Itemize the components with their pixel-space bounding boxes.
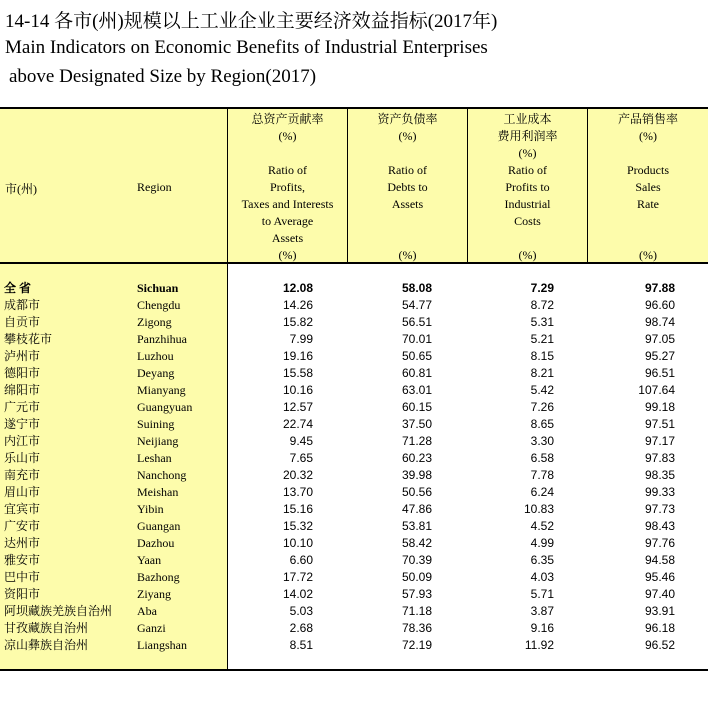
table-row — [0, 467, 708, 484]
table-row — [0, 297, 708, 314]
region-name-en: Zigong — [137, 315, 172, 329]
indicator-value: 7.26 — [530, 400, 554, 414]
header-col-debt-ratio: 资产负债率 (%) Ratio of Debts to Assets (%) — [377, 112, 438, 262]
table-row — [0, 450, 708, 467]
region-name-cn: 攀枝花市 — [4, 332, 53, 346]
indicator-value: 97.05 — [644, 332, 675, 346]
region-name-cn: 遂宁市 — [4, 417, 41, 431]
indicator-value: 78.36 — [401, 621, 432, 635]
indicator-value: 107.64 — [638, 383, 675, 397]
indicator-value: 3.30 — [530, 434, 554, 448]
indicator-value: 5.03 — [289, 604, 313, 618]
table-row — [0, 382, 708, 399]
header-region-cn: 市(州) — [5, 182, 37, 196]
indicator-value: 47.86 — [401, 502, 432, 516]
table-row — [0, 501, 708, 518]
indicator-value: 58.08 — [401, 281, 432, 295]
region-name-cn: 资阳市 — [4, 587, 41, 601]
indicator-value: 20.32 — [282, 468, 313, 482]
indicator-value: 12.08 — [282, 281, 313, 295]
indicator-value: 10.83 — [523, 502, 554, 516]
indicator-value: 8.51 — [289, 638, 313, 652]
region-name-cn: 甘孜藏族自治州 — [4, 621, 89, 635]
indicator-value: 7.99 — [289, 332, 313, 346]
region-name-en: Guangan — [137, 519, 181, 533]
region-name-cn: 自贡市 — [4, 315, 41, 329]
region-name-en: Meishan — [137, 485, 179, 499]
region-name-cn: 德阳市 — [4, 366, 41, 380]
indicator-value: 96.60 — [644, 298, 675, 312]
indicator-value: 60.23 — [401, 451, 432, 465]
region-name-en: Leshan — [137, 451, 172, 465]
page-title-en-line1: Main Indicators on Economic Benefits of Industrial Enterprises — [5, 37, 488, 58]
region-name-cn: 凉山彝族自治州 — [4, 638, 89, 652]
region-name-en: Liangshan — [137, 638, 187, 652]
region-name-en: Bazhong — [137, 570, 180, 584]
table-top-rule — [0, 107, 708, 109]
indicator-value: 10.10 — [282, 536, 313, 550]
indicator-value: 8.21 — [530, 366, 554, 380]
table-row — [0, 484, 708, 501]
indicator-value: 8.65 — [530, 417, 554, 431]
region-name-en: Dazhou — [137, 536, 175, 550]
indicator-value: 19.16 — [282, 349, 313, 363]
indicator-value: 7.65 — [289, 451, 313, 465]
table-row — [0, 518, 708, 535]
region-name-cn: 内江市 — [4, 434, 41, 448]
region-name-cn: 阿坝藏族羌族自治州 — [4, 604, 113, 618]
region-name-en: Ganzi — [137, 621, 166, 635]
region-name-en: Neijiang — [137, 434, 179, 448]
indicator-value: 17.72 — [282, 570, 313, 584]
indicator-value: 63.01 — [401, 383, 432, 397]
indicator-value: 98.74 — [644, 315, 675, 329]
indicator-value: 14.26 — [282, 298, 313, 312]
region-name-cn: 成都市 — [4, 298, 41, 312]
region-name-en: Luzhou — [137, 349, 174, 363]
indicator-value: 70.01 — [401, 332, 432, 346]
indicator-value: 6.60 — [289, 553, 313, 567]
table-row — [0, 552, 708, 569]
indicator-value: 98.35 — [644, 468, 675, 482]
indicator-value: 7.29 — [530, 281, 554, 295]
table-row — [0, 569, 708, 586]
header-col-profit-cost-ratio: 工业成本 费用利润率 (%) Ratio of Profits to Industrial Costs (%) — [497, 112, 558, 262]
indicator-value: 97.40 — [644, 587, 675, 601]
indicator-value: 7.78 — [530, 468, 554, 482]
indicator-value: 4.03 — [530, 570, 554, 584]
indicator-value: 15.16 — [282, 502, 313, 516]
region-name-en: Mianyang — [137, 383, 186, 397]
indicator-value: 99.18 — [644, 400, 675, 414]
indicator-value: 97.17 — [644, 434, 675, 448]
indicator-value: 11.92 — [524, 638, 554, 652]
page-title-en-line2: above Designated Size by Region(2017) — [9, 66, 317, 87]
region-name-cn: 达州市 — [4, 536, 41, 550]
table-row — [0, 416, 708, 433]
region-name-en: Aba — [137, 604, 157, 618]
indicator-value: 13.70 — [282, 485, 313, 499]
indicator-value: 6.35 — [530, 553, 554, 567]
header-col-assets-contribution: 总资产贡献率 (%) Ratio of Profits, Taxes and Interests to Average Assets (%) — [241, 112, 334, 262]
indicator-value: 60.81 — [401, 366, 432, 380]
indicator-value: 97.51 — [644, 417, 675, 431]
region-name-en: Yibin — [137, 502, 164, 516]
indicator-value: 9.45 — [289, 434, 313, 448]
region-name-en: Nanchong — [137, 468, 187, 482]
indicator-value: 6.58 — [530, 451, 554, 465]
indicator-value: 94.58 — [644, 553, 675, 567]
region-name-en: Panzhihua — [137, 332, 187, 346]
table-row — [0, 331, 708, 348]
region-name-cn: 广元市 — [4, 400, 41, 414]
table-row — [0, 603, 708, 620]
indicator-value: 15.58 — [282, 366, 313, 380]
indicator-value: 15.82 — [282, 315, 313, 329]
region-name-cn: 绵阳市 — [4, 383, 41, 397]
indicator-value: 2.68 — [289, 621, 313, 635]
region-name-en: Yaan — [137, 553, 162, 567]
indicator-value: 8.72 — [530, 298, 554, 312]
region-name-en: Sichuan — [137, 281, 179, 295]
table-row — [0, 399, 708, 416]
indicator-value: 60.15 — [401, 400, 432, 414]
table-row — [0, 637, 708, 654]
region-name-cn: 全 省 — [4, 281, 32, 295]
indicator-value: 96.52 — [644, 638, 675, 652]
table-row — [0, 433, 708, 450]
indicator-value: 54.77 — [401, 298, 432, 312]
region-name-en: Deyang — [137, 366, 175, 380]
indicator-value: 96.51 — [644, 366, 675, 380]
header-col-sales-rate: 产品销售率 (%) Products Sales Rate (%) — [617, 112, 678, 262]
region-name-en: Guangyuan — [137, 400, 193, 414]
indicator-value: 12.57 — [282, 400, 313, 414]
indicator-value: 70.39 — [401, 553, 432, 567]
indicator-value: 93.91 — [644, 604, 675, 618]
table-row — [0, 586, 708, 603]
indicator-value: 72.19 — [401, 638, 432, 652]
region-name-cn: 雅安市 — [4, 553, 41, 567]
indicator-value: 8.15 — [530, 349, 554, 363]
indicator-value: 14.02 — [282, 587, 313, 601]
table-row — [0, 365, 708, 382]
indicator-value: 39.98 — [401, 468, 432, 482]
indicator-value: 58.42 — [401, 536, 432, 550]
indicator-value: 10.16 — [282, 383, 313, 397]
indicator-value: 5.71 — [530, 587, 554, 601]
table-row — [0, 535, 708, 552]
region-name-cn: 乐山市 — [4, 451, 41, 465]
region-name-en: Ziyang — [137, 587, 171, 601]
indicator-value: 71.28 — [401, 434, 432, 448]
region-name-en: Chengdu — [137, 298, 181, 312]
region-name-cn: 泸州市 — [4, 349, 41, 363]
indicator-value: 97.76 — [644, 536, 675, 550]
indicator-value: 97.88 — [644, 281, 675, 295]
indicator-value: 5.31 — [530, 315, 554, 329]
indicator-value: 50.65 — [401, 349, 432, 363]
indicator-value: 95.46 — [644, 570, 675, 584]
page-title-cn: 14-14 各市(州)规模以上工业企业主要经济效益指标(2017年) — [5, 11, 498, 32]
indicator-value: 5.21 — [530, 332, 554, 346]
indicator-value: 96.18 — [644, 621, 675, 635]
table-bottom-rule — [0, 669, 708, 671]
indicator-value: 56.51 — [401, 315, 432, 329]
region-name-cn: 巴中市 — [4, 570, 41, 584]
indicator-value: 5.42 — [530, 383, 554, 397]
indicator-value: 98.43 — [644, 519, 675, 533]
region-name-cn: 广安市 — [4, 519, 41, 533]
indicator-value: 99.33 — [644, 485, 675, 499]
region-name-en: Suining — [137, 417, 175, 431]
table-row — [0, 620, 708, 637]
table-row — [0, 280, 708, 297]
indicator-value: 53.81 — [401, 519, 432, 533]
indicator-value: 71.18 — [401, 604, 432, 618]
indicator-value: 4.52 — [530, 519, 554, 533]
table-row — [0, 348, 708, 365]
region-name-cn: 南充市 — [4, 468, 41, 482]
header-region-en: Region — [137, 180, 172, 194]
table-row — [0, 314, 708, 331]
indicator-value: 22.74 — [282, 417, 313, 431]
region-name-cn: 宜宾市 — [4, 502, 41, 516]
indicator-value: 57.93 — [401, 587, 432, 601]
indicator-value: 4.99 — [530, 536, 554, 550]
indicator-value: 95.27 — [644, 349, 675, 363]
indicator-value: 3.87 — [530, 604, 554, 618]
indicator-value: 9.16 — [530, 621, 554, 635]
indicator-value: 15.32 — [282, 519, 313, 533]
indicator-value: 37.50 — [401, 417, 432, 431]
indicator-value: 6.24 — [530, 485, 554, 499]
indicator-value: 97.83 — [644, 451, 675, 465]
indicator-value: 50.09 — [401, 570, 432, 584]
region-name-cn: 眉山市 — [4, 485, 41, 499]
indicator-value: 97.73 — [644, 502, 675, 516]
indicator-value: 50.56 — [401, 485, 432, 499]
